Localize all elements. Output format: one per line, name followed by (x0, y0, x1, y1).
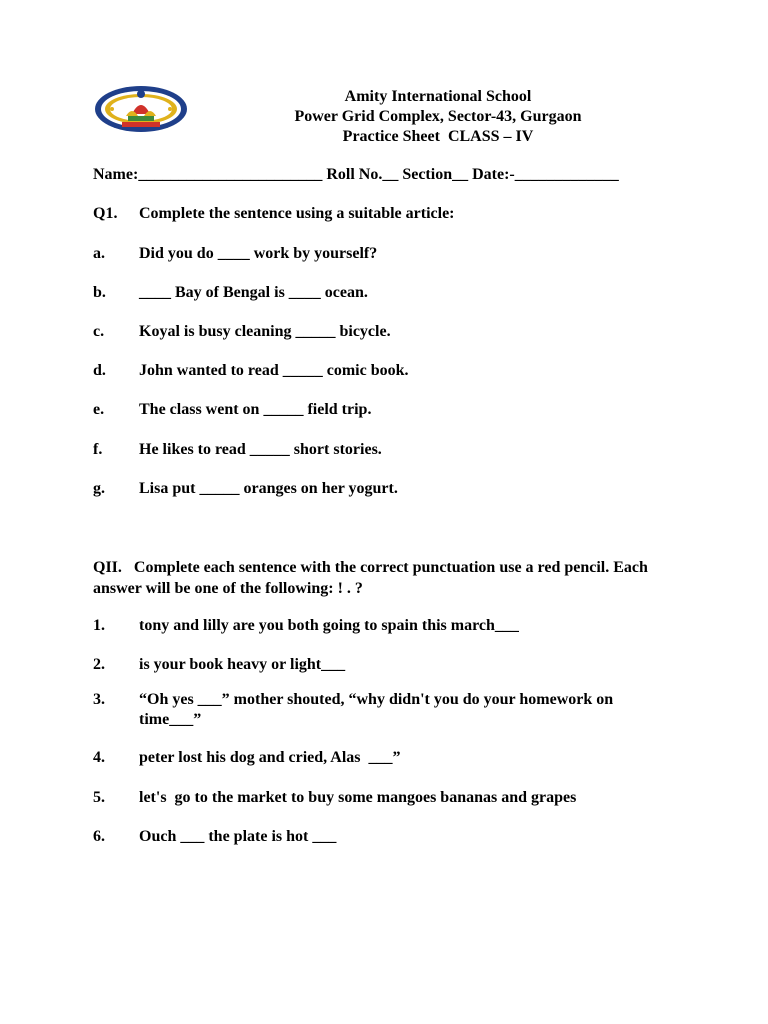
item-marker: c. (93, 323, 105, 340)
item-text: ____ Bay of Bengal is ____ ocean. (139, 284, 368, 301)
item-marker: d. (93, 362, 106, 379)
school-name: Amity International School (344, 88, 532, 105)
item-text: peter lost his dog and cried, Alas ___” (139, 749, 401, 766)
question-1-prompt: Complete the sentence using a suitable article: (139, 205, 455, 222)
item-marker: b. (93, 284, 106, 301)
document-header (200, 87, 676, 147)
item-marker: a. (93, 245, 105, 262)
item-marker: 4. (93, 749, 105, 766)
question-1-number: Q1. (93, 205, 118, 222)
item-marker: 1. (93, 617, 105, 634)
question-2-title (93, 557, 653, 599)
item-text: Ouch ___ the plate is hot ___ (139, 828, 337, 845)
school-logo (92, 84, 190, 134)
item-text: is your book heavy or light___ (139, 656, 346, 673)
item-text: Lisa put _____ oranges on her yogurt. (139, 480, 398, 497)
item-marker: 2. (93, 656, 105, 673)
item-text: John wanted to read _____ comic book. (139, 362, 409, 379)
item-marker: 3. (93, 691, 105, 708)
sheet-title: Practice Sheet CLASS – IV (342, 128, 534, 145)
item-marker: e. (93, 401, 105, 418)
item-text: The class went on _____ field trip. (139, 401, 372, 418)
item-text: He likes to read _____ short stories. (139, 441, 382, 458)
item-marker: g. (93, 480, 105, 497)
item-text: Did you do ____ work by yourself? (139, 245, 378, 262)
question-2-prompt: Complete each sentence with the correct punctuation use a red pencil. Each answer will be one of the following: ! . ? (93, 559, 648, 597)
student-details-line: Name:_______________________ Roll No.__ Section__ Date:-_____________ (93, 166, 619, 183)
school-address: Power Grid Complex, Sector-43, Gurgaon (294, 108, 582, 125)
item-marker: 6. (93, 828, 105, 845)
school-crest-icon (92, 84, 190, 134)
question-1-title (93, 205, 455, 223)
item-text: “Oh yes ___” mother shouted, “why didn't you do your homework on time___” (139, 691, 614, 728)
question-2-number: QII. (93, 559, 122, 576)
item-text: Koyal is busy cleaning _____ bicycle. (139, 323, 391, 340)
item-text: tony and lilly are you both going to spain this march___ (139, 617, 519, 634)
item-marker: 5. (93, 789, 105, 806)
item-marker: f. (93, 441, 103, 458)
item-text: let's go to the market to buy some mangoes bananas and grapes (139, 789, 577, 806)
